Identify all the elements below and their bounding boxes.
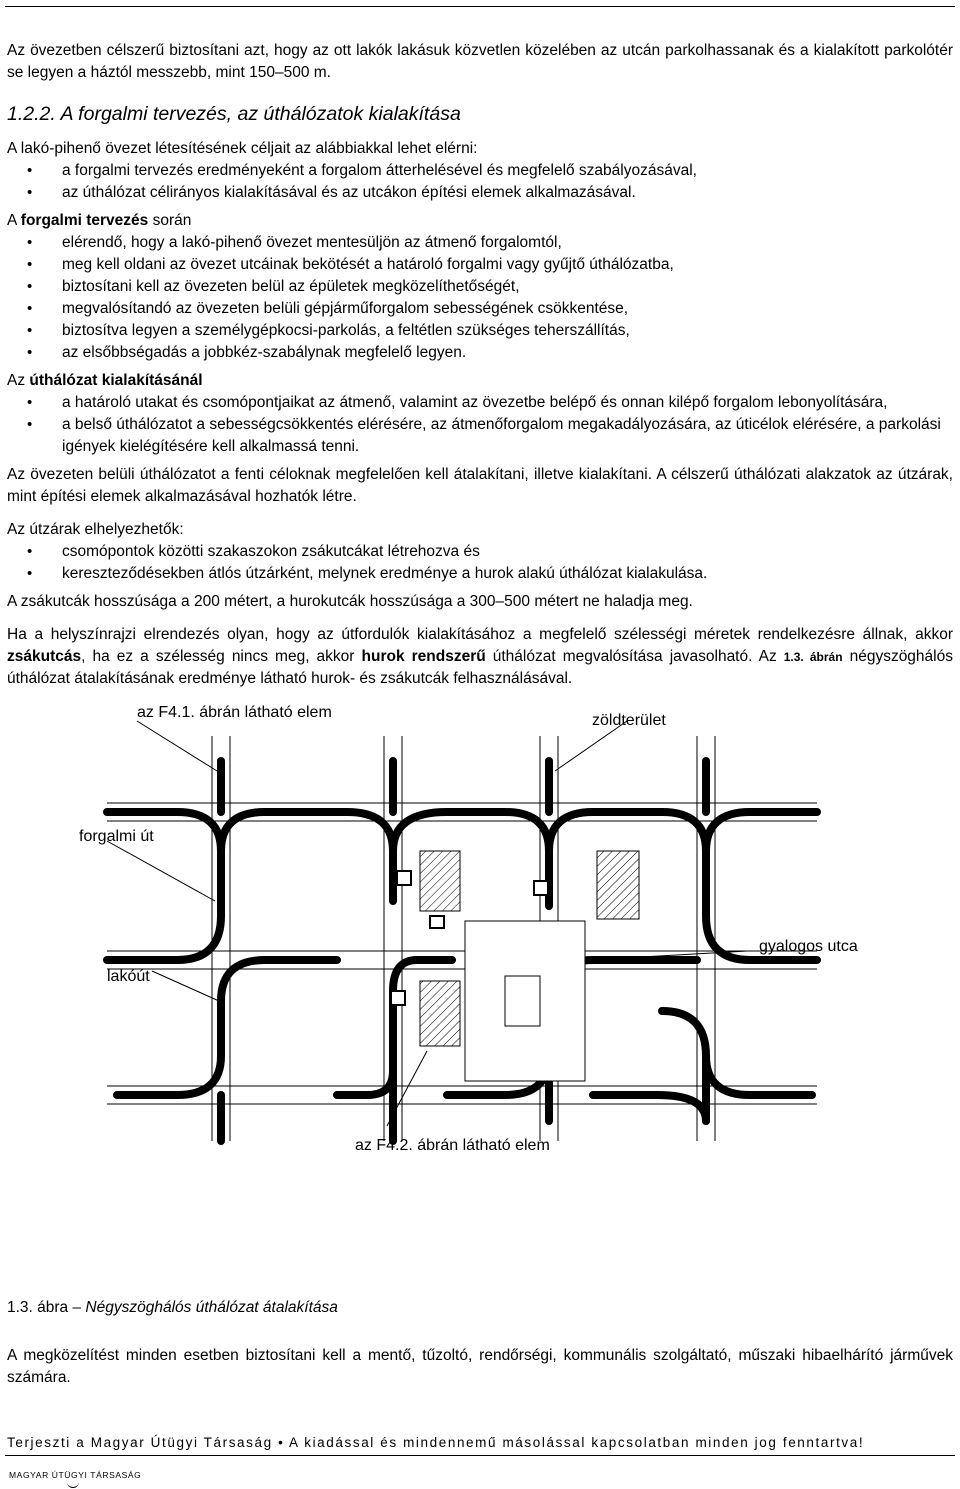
goals-lead: A lakó-pihenő övezet létesítésének céljait az alábbiakkal lehet elérni: — [7, 140, 478, 157]
traffic-list — [7, 232, 953, 364]
list-item: • kereszteződésekben átlós útzárként, melynek eredménye a hurok alakú úthálózat kialakulása. — [7, 563, 953, 585]
network-list — [7, 392, 953, 458]
list-item: • az elsőbbségadás a jobbkéz-szabálynak megfelelő legyen. — [7, 342, 953, 364]
list-item: • csomópontok közötti szakaszokon zsákutcákat létrehozva és — [7, 541, 953, 563]
access-paragraph: A megközelítést minden esetben biztosítani kell a mentő, tűzoltó, rendőrségi, kommunális szolgáltató, műszaki hibaelhárító járművek számára. — [7, 1347, 953, 1386]
list-item: • biztosítani kell az övezeten belül az épületek megközelíthetőségét, — [7, 276, 953, 298]
traffic-lead: A forgalmi tervezés során — [7, 212, 192, 229]
figure-caption: 1.3. ábra – Négyszöghálós úthálózat átalakítása — [7, 1299, 338, 1316]
footer-rule — [5, 1455, 955, 1456]
network-lead: Az úthálózat kialakításánál — [7, 372, 203, 389]
building-hatched — [420, 851, 460, 911]
road-network-figure — [7, 701, 953, 1171]
building-hatched — [420, 981, 460, 1046]
label-road: forgalmi út — [79, 828, 154, 845]
green-area-inner — [505, 976, 540, 1026]
label-ped: gyalogos utca — [759, 938, 858, 955]
list-item: • elérendő, hogy a lakó-pihenő övezet mentesüljön az átmenő forgalomtól, — [7, 232, 953, 254]
length-paragraph: A zsákutcák hosszúsága a 200 métert, a hurokutcák hosszúsága a 300–500 métert ne haladja meg. — [7, 593, 693, 610]
footer-text: Terjeszti a Magyar Útügyi Társaság • A kiadással és mindennemű másolással kapcsolatban minden jog fenntartva! — [7, 1435, 865, 1450]
leader-lines — [107, 721, 747, 1126]
layout-paragraph: Ha a helyszínrajzi elrendezés olyan, hogy az útfordulók kialakításához a megfelelő szélességi méretek rendelkezésre állnak, akkor zsákutcás, ha ez a szélesség nincs meg, akkor hurok rendszerű úthálózat megvalósítása javasolható. Az 1.3. ábrán négyszöghálós úthálózat átalakításának eredménye látható hurok- és zsákutcák felhasználásával. — [7, 626, 953, 687]
building-hatched — [597, 851, 639, 919]
list-item: • meg kell oldani az övezet utcáinak bekötését a határoló forgalmi vagy gyűjtő úthálózatba, — [7, 254, 953, 276]
document-body — [7, 40, 953, 1171]
society-logo: MAGYAR ÚTÜGYI TÁRSASÁG — [9, 1470, 141, 1480]
road-network-diagram — [7, 701, 953, 1171]
barriers-lead: Az útzárak elhelyezhetők: — [7, 521, 184, 538]
section-heading: 1.2.2. A forgalmi tervezés, az úthálózatok kialakítása — [7, 103, 461, 125]
goals-list — [7, 160, 953, 204]
barriers-list — [7, 541, 953, 585]
list-item: • biztosítva legyen a személygépkocsi-parkolás, a feltétlen szükséges teherszállítás, — [7, 320, 953, 342]
top-rule — [5, 6, 955, 7]
list-item: • a belső úthálózatot a sebességcsökkentés elérésére, az átmenőforgalom megakadályozására, az úticélok elérésére, a parkolási igények kielégítésére kell alkalmassá tenni. — [7, 414, 953, 458]
label-f41: az F4.1. ábrán látható elem — [137, 704, 332, 721]
list-item: • a határoló utakat és csomópontjaikat az átmenő, valamint az övezetbe belépő és onnan kilépő forgalom lebonyolítására, — [7, 392, 953, 414]
list-item: • a forgalmi tervezés eredményeként a forgalom átterhelésével és megfelelő szabályozásával, — [7, 160, 953, 182]
label-f42: az F4.2. ábrán látható elem — [355, 1137, 550, 1154]
intro-paragraph: Az övezetben célszerű biztosítani azt, hogy az ott lakók lakásuk közvetlen közelében az utcán parkolhassanak és a kialakított parkolótér se legyen a háztól messzebb, mint 150–500 m. — [7, 42, 953, 81]
label-green: zöldterület — [592, 712, 666, 729]
network-paragraph: Az övezeten belüli úthálózatot a fenti céloknak megfelelően kell átalakítani, illetve kialakítani. A célszerű úthálózati alakzatok az útzárak, mint építési elemek alkalmazásával hozhatók létre. — [7, 466, 953, 505]
list-item: • az úthálózat célirányos kialakításával és az utcákon építési elemek alkalmazásával. — [7, 182, 953, 204]
label-local: lakóút — [107, 968, 150, 985]
list-item: • megvalósítandó az övezeten belüli gépjárműforgalom sebességének csökkentése, — [7, 298, 953, 320]
